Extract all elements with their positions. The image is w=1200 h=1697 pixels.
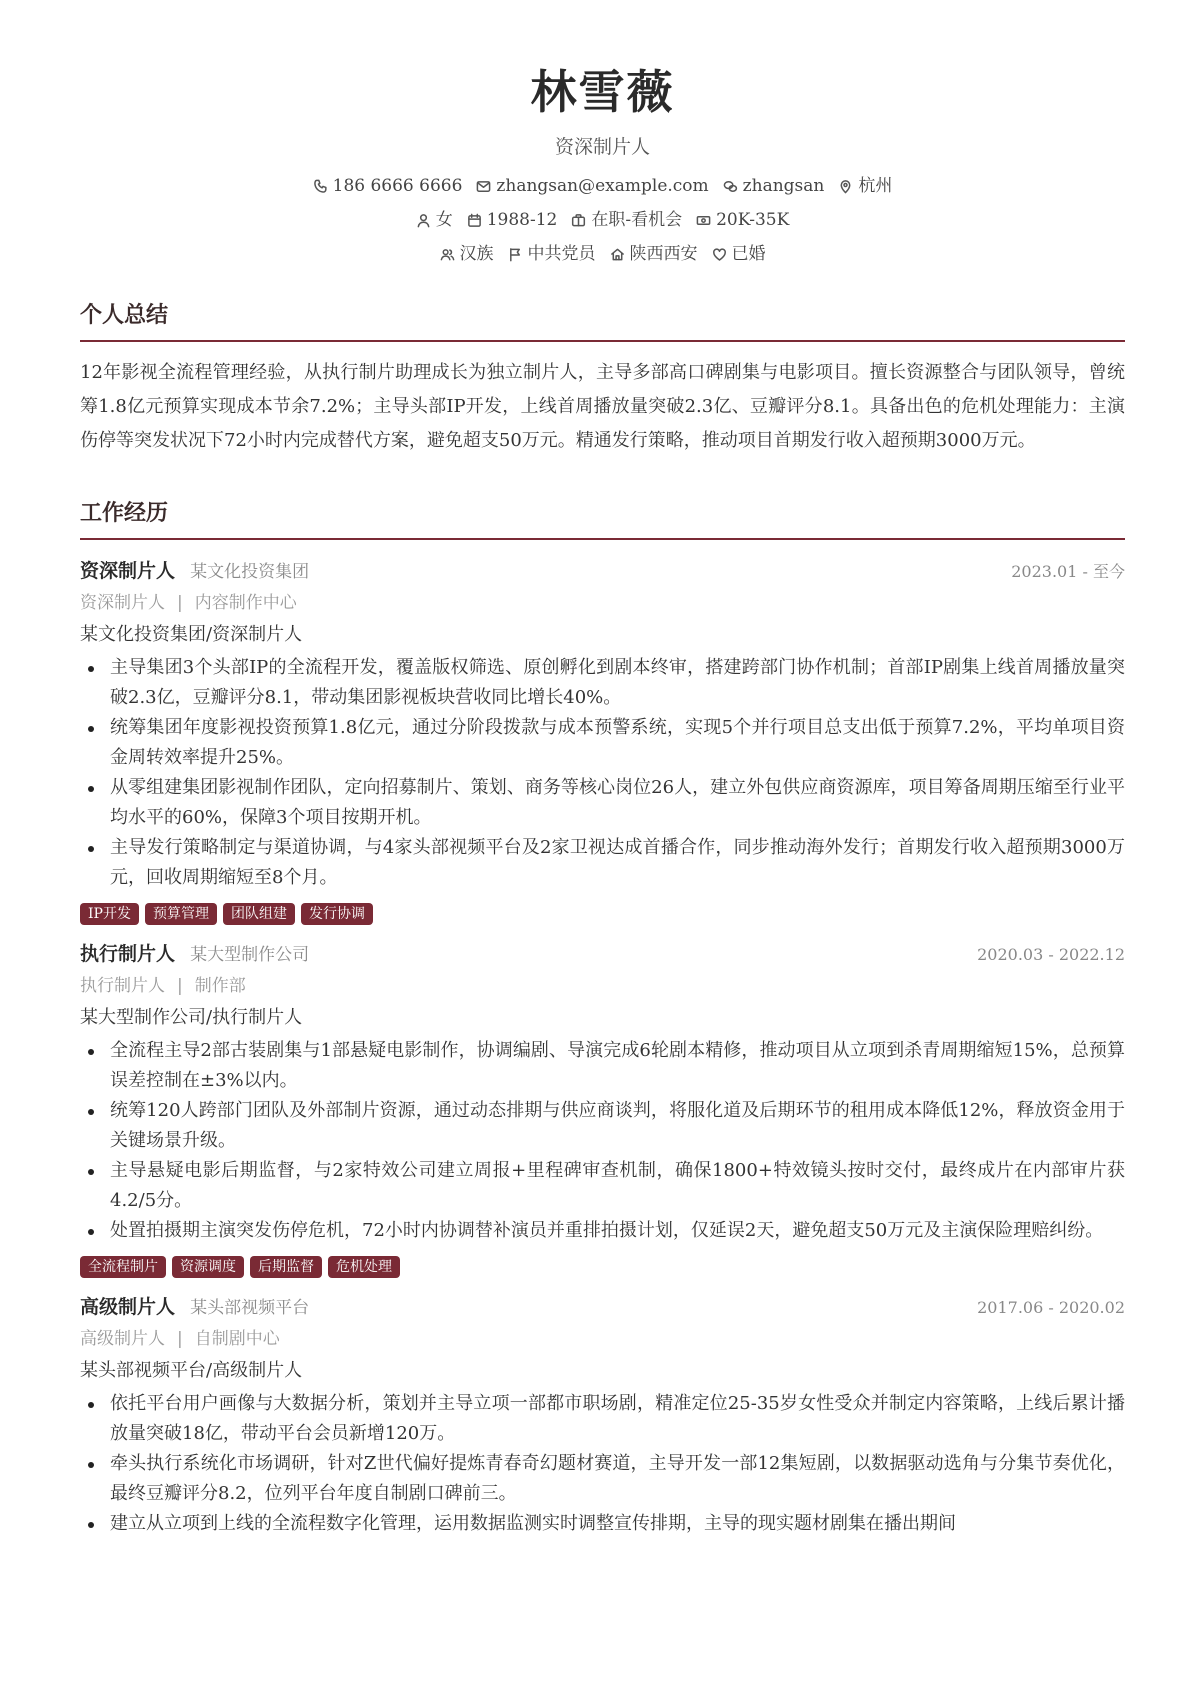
job-date: 2020.03 - 2022.12 xyxy=(977,945,1125,964)
job-bullets xyxy=(80,1036,1125,1246)
calendar-icon xyxy=(467,213,482,228)
job-title: 高级制片人 xyxy=(80,1296,176,1318)
contact-row xyxy=(80,174,1125,198)
profile-birth xyxy=(467,208,558,232)
skill-tag: 全流程制片 xyxy=(80,1256,166,1278)
job-bullet: 统筹集团年度影视投资预算1.8亿元，通过分阶段拨款与成本预警系统，实现5个并行项目总支出低于预算7.2%，平均单项目资金周转效率提升25%。 xyxy=(80,713,1125,773)
wechat-value: zhangsan xyxy=(742,176,825,196)
job-header xyxy=(80,939,1125,970)
job-bullet: 主导集团3个头部IP的全流程开发，覆盖版权筛选、原创孵化到剧本终审，搭建跨部门协作机制；首部IP剧集上线首周播放量突破2.3亿，豆瓣评分8.1，带动集团影视板块营收同比增长40%。 xyxy=(80,653,1125,713)
job-date: 2017.06 - 2020.02 xyxy=(977,1298,1125,1317)
skill-tag: 团队组建 xyxy=(223,903,295,925)
skill-tag: 危机处理 xyxy=(328,1256,400,1278)
phone-icon xyxy=(313,179,328,194)
job-bullet: 牵头执行系统化市场调研，针对Z世代偏好提炼青春奇幻题材赛道，主导开发一部12集短剧，以数据驱动选角与分集节奏优化，最终豆瓣评分8.2，位列平台年度自制剧口碑前三。 xyxy=(80,1449,1125,1509)
contact-phone xyxy=(313,174,463,198)
job-org: 某头部视频平台/高级制片人 xyxy=(80,1360,303,1381)
candidate-title: 资深制片人 xyxy=(554,136,650,158)
job-bullet: 建立从立项到上线的全流程数字化管理，运用数据监测实时调整宣传排期，主导的现实题材剧集在播出期间 xyxy=(80,1509,1125,1539)
summary-text: 12年影视全流程管理经验，从执行制片助理成长为独立制片人，主导多部高口碑剧集与电影项目。擅长资源整合与团队领导，曾统筹1.8亿元预算实现成本节余7.2%；主导头部IP开发，上线首周播放量突破2.3亿、豆瓣评分8.1。具备出色的危机处理能力：主演伤停等突发状况下72小时内完成替代方案，避免超支50万元。精通发行策略，推动项目首期发行收入超预期3000万元。 xyxy=(80,362,1125,451)
status-value: 在职-看机会 xyxy=(591,210,683,230)
people-icon xyxy=(440,247,455,262)
marital-value: 已婚 xyxy=(731,244,766,264)
job-entry xyxy=(80,939,1125,1278)
heart-icon xyxy=(712,247,727,262)
money-icon xyxy=(696,213,711,228)
skill-tag: 资源调度 xyxy=(172,1256,244,1278)
job-entry xyxy=(80,556,1125,925)
profile-status xyxy=(571,208,682,232)
user-icon xyxy=(416,213,431,228)
job-dept: 内容制作中心 xyxy=(194,593,297,613)
job-tags xyxy=(80,903,1125,925)
job-separator: | xyxy=(177,1329,183,1349)
job-header xyxy=(80,1292,1125,1323)
salary-value: 20K-35K xyxy=(716,210,790,230)
job-title: 资深制片人 xyxy=(80,560,176,582)
job-bullets xyxy=(80,1389,1125,1539)
summary-section xyxy=(80,300,1125,458)
job-bullet: 处置拍摄期主演突发伤停危机，72小时内协调替补演员并重排拍摄计划，仅延误2天，避免超支50万元及主演保险理赔纠纷。 xyxy=(80,1216,1125,1246)
location-value: 杭州 xyxy=(858,176,893,196)
hometown-value: 陕西西安 xyxy=(629,244,698,264)
contact-wechat xyxy=(723,174,825,198)
job-subline xyxy=(80,587,1125,619)
gender-value: 女 xyxy=(435,210,453,230)
job-bullet: 主导悬疑电影后期监督，与2家特效公司建立周报+里程碑审查机制，确保1800+特效镜头按时交付，最终成片在内部审片获4.2/5分。 xyxy=(80,1156,1125,1216)
flag-icon xyxy=(508,247,523,262)
job-separator: | xyxy=(177,976,183,996)
work-section xyxy=(80,498,1125,1539)
job-bullet: 主导发行策略制定与渠道协调，与4家头部视频平台及2家卫视达成首播合作，同步推动海外发行；首期发行收入超预期3000万元，回收周期缩短至8个月。 xyxy=(80,833,1125,893)
job-role: 高级制片人 xyxy=(80,1329,165,1349)
job-bullet: 全流程主导2部古装剧集与1部悬疑电影制作，协调编剧、导演完成6轮剧本精修，推动项目从立项到杀青周期缩短15%，总预算误差控制在±3%以内。 xyxy=(80,1036,1125,1096)
job-bullets xyxy=(80,653,1125,893)
job-company: 某大型制作公司 xyxy=(190,945,310,965)
wechat-icon xyxy=(723,179,738,194)
job-company: 某头部视频平台 xyxy=(190,1298,310,1318)
job-date: 2023.01 - 至今 xyxy=(1011,562,1125,581)
personal-hometown xyxy=(610,242,698,266)
skill-tag: IP开发 xyxy=(80,903,139,925)
resume-header xyxy=(80,0,1125,266)
briefcase-icon xyxy=(571,213,586,228)
skill-tag: 后期监督 xyxy=(250,1256,322,1278)
job-org: 某大型制作公司/执行制片人 xyxy=(80,1007,303,1028)
job-subline xyxy=(80,1323,1125,1355)
job-bullet: 统筹120人跨部门团队及外部制片资源，通过动态排期与供应商谈判，将服化道及后期环节的租用成本降低12%，释放资金用于关键场景升级。 xyxy=(80,1096,1125,1156)
contact-location xyxy=(838,174,892,198)
profile-row xyxy=(80,208,1125,232)
politics-value: 中共党员 xyxy=(527,244,596,264)
phone-value: 186 6666 6666 xyxy=(332,176,463,196)
job-separator: | xyxy=(177,593,183,613)
job-subline xyxy=(80,970,1125,1002)
job-title: 执行制片人 xyxy=(80,943,176,965)
job-header xyxy=(80,556,1125,587)
personal-politics xyxy=(508,242,596,266)
location-icon xyxy=(838,179,853,194)
contact-email xyxy=(476,174,708,198)
job-dept: 自制剧中心 xyxy=(194,1329,280,1349)
summary-heading: 个人总结 xyxy=(80,300,1125,342)
email-value: zhangsan@example.com xyxy=(496,176,709,196)
job-entry xyxy=(80,1292,1125,1539)
job-company: 某文化投资集团 xyxy=(190,562,310,582)
personal-marital xyxy=(712,242,766,266)
job-role: 资深制片人 xyxy=(80,593,165,613)
mail-icon xyxy=(476,179,491,194)
job-role: 执行制片人 xyxy=(80,976,165,996)
job-bullet: 依托平台用户画像与大数据分析，策划并主导立项一部都市职场剧，精准定位25-35岁女性受众并制定内容策略，上线后累计播放量突破18亿，带动平台会员新增120万。 xyxy=(80,1389,1125,1449)
job-org: 某文化投资集团/资深制片人 xyxy=(80,624,303,645)
home-icon xyxy=(610,247,625,262)
profile-gender xyxy=(416,208,453,232)
work-heading: 工作经历 xyxy=(80,498,1125,540)
personal-ethnicity xyxy=(440,242,494,266)
skill-tag: 预算管理 xyxy=(145,903,217,925)
job-dept: 制作部 xyxy=(194,976,246,996)
job-tags xyxy=(80,1256,1125,1278)
skill-tag: 发行协调 xyxy=(301,903,373,925)
job-bullet: 从零组建集团影视制作团队，定向招募制片、策划、商务等核心岗位26人，建立外包供应商资源库，项目筹备周期压缩至行业平均水平的60%，保障3个项目按期开机。 xyxy=(80,773,1125,833)
candidate-name: 林雪薇 xyxy=(530,65,675,119)
profile-salary xyxy=(696,208,789,232)
personal-row xyxy=(80,242,1125,266)
birth-value: 1988-12 xyxy=(486,210,558,230)
ethnicity-value: 汉族 xyxy=(459,244,494,264)
